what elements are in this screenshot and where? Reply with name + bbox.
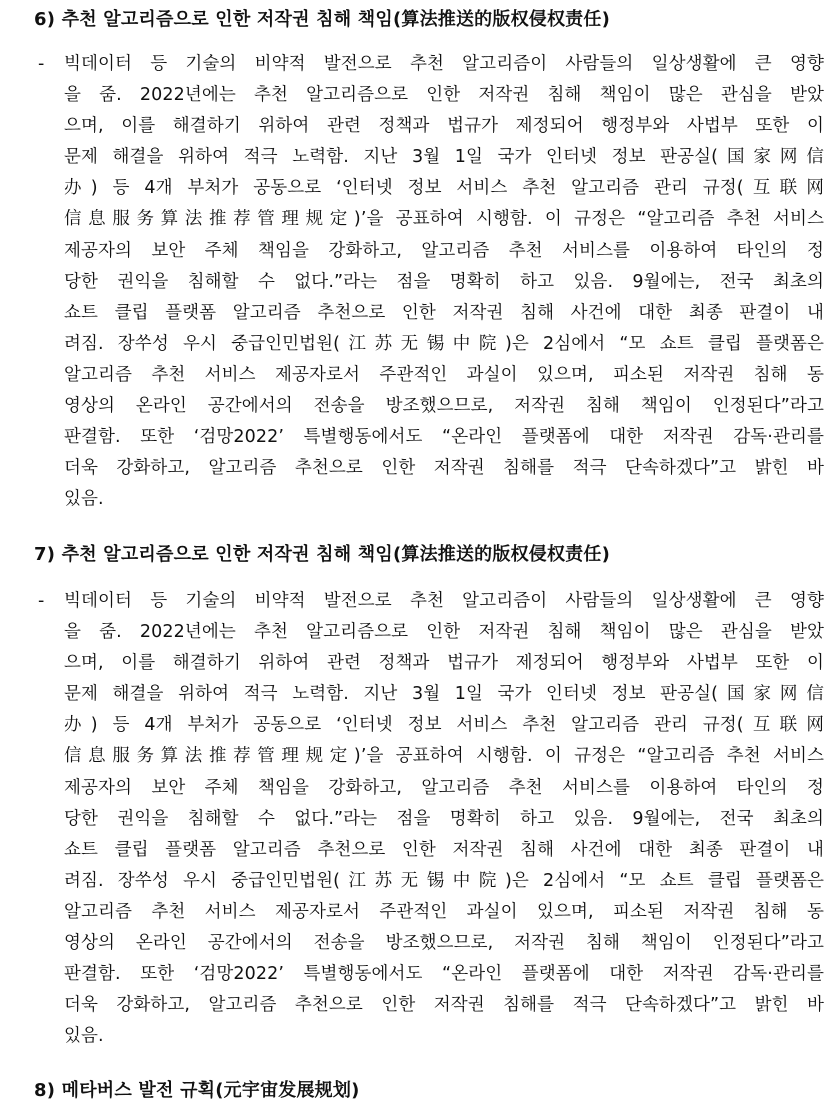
section-7-line-2: 을 줌. 2022년에는 추천 알고리즘으로 인한 저작권 침해 책임이 많은 관심을 받았	[64, 622, 824, 643]
section-6-line-8: 당한 권익을 침해할 수 없다.”라는 점을 명확히 하고 있음. 9월에는, 전국 최초의	[64, 271, 824, 292]
section-6-line-3: 으며, 이를 해결하기 위하여 관련 정책과 법규가 제정되어 행정부와 사법부 또한 이	[64, 116, 824, 137]
section-7-line-11: 알고리즘 추천 서비스 제공자로서 주관적인 과실이 있으며, 피소된 저작권 침해 동	[64, 901, 824, 922]
section-7-line-14: 더욱 강화하고, 알고리즘 추천으로 인한 저작권 침해를 적극 단속하겠다”고 밝힌 바	[64, 995, 824, 1016]
section-6-line-1: - 빅데이터 등 기술의 비약적 발전으로 추천 알고리즘이 사람들의 일상생활에 큰 영향	[38, 49, 824, 80]
section-8-heading: 8) 메타버스 발전 규획(元宇宙发展规划)	[34, 1080, 360, 1101]
section-6-body	[38, 49, 824, 515]
section-7-line-4: 문제 해결을 위하여 적극 노력함. 지난 3월 1일 국가 인터넷 정보 판공실(国家网信	[64, 684, 824, 705]
section-7-line-13: 판결함. 또한 ‘검망2022’ 특별행동에서도 “온라인 플랫폼에 대한 저작권 감독·관리를	[64, 964, 824, 985]
section-7-line-15: 있음.	[64, 1026, 104, 1047]
section-7-line-6: 信息服务算法推荐管理规定)’을 공표하여 시행함. 이 규정은 “알고리즘 추천 서비스	[64, 746, 824, 767]
section-6-line-7: 제공자의 보안 주체 책임을 강화하고, 알고리즘 추천 서비스를 이용하여 타인의 정	[64, 240, 824, 261]
section-6-line-5: 办) 등 4개 부처가 공동으로 ‘인터넷 정보 서비스 추천 알고리즘 관리 규정(互联网	[64, 178, 824, 199]
section-6-line-14: 더욱 강화하고, 알고리즘 추천으로 인한 저작권 침해를 적극 단속하겠다”고 밝힌 바	[64, 458, 824, 479]
section-7-line-7: 제공자의 보안 주체 책임을 강화하고, 알고리즘 추천 서비스를 이용하여 타인의 정	[64, 777, 824, 798]
section-7-line-3: 으며, 이를 해결하기 위하여 관련 정책과 법규가 제정되어 행정부와 사법부 또한 이	[64, 653, 824, 674]
section-6-line-13: 판결함. 또한 ‘검망2022’ 특별행동에서도 “온라인 플랫폼에 대한 저작권 감독·관리를	[64, 427, 824, 448]
section-7-line-9: 쇼트 클립 플랫폼 알고리즘 추천으로 인한 저작권 침해 사건에 대한 최종 판결이 내	[64, 839, 824, 860]
bullet-dash: -	[38, 54, 45, 74]
section-6-line-2: 을 줌. 2022년에는 추천 알고리즘으로 인한 저작권 침해 책임이 많은 관심을 받았	[64, 85, 824, 106]
section-7-line-12: 영상의 온라인 공간에서의 전송을 방조했으므로, 저작권 침해 책임이 인정된다”라고	[64, 933, 824, 954]
section-6-line-9: 쇼트 클립 플랫폼 알고리즘 추천으로 인한 저작권 침해 사건에 대한 최종 판결이 내	[64, 302, 824, 323]
section-7-line-8: 당한 권익을 침해할 수 없다.”라는 점을 명확히 하고 있음. 9월에는, 전국 최초의	[64, 808, 824, 829]
section-6-line-12: 영상의 온라인 공간에서의 전송을 방조했으므로, 저작권 침해 책임이 인정된다”라고	[64, 396, 824, 417]
section-7-heading: 7) 추천 알고리즘으로 인한 저작권 침해 책임(算法推送的版权侵权责任)	[34, 544, 610, 565]
section-6-line-6: 信息服务算法推荐管理规定)’을 공표하여 시행함. 이 규정은 “알고리즘 추천 서비스	[64, 209, 824, 230]
section-6-line-4: 문제 해결을 위하여 적극 노력함. 지난 3월 1일 국가 인터넷 정보 판공실(国家网信	[64, 147, 824, 168]
section-7-line-5: 办) 등 4개 부처가 공동으로 ‘인터넷 정보 서비스 추천 알고리즘 관리 규정(互联网	[64, 715, 824, 736]
section-6-line-11: 알고리즘 추천 서비스 제공자로서 주관적인 과실이 있으며, 피소된 저작권 침해 동	[64, 364, 824, 385]
section-7-line-1: - 빅데이터 등 기술의 비약적 발전으로 추천 알고리즘이 사람들의 일상생활에 큰 영향	[38, 586, 824, 617]
section-7-body	[38, 586, 824, 1052]
section-7-line-10: 려짐. 장쑤성 우시 중급인민법원(江苏无锡中院)은 2심에서 “모 쇼트 클립 플랫폼은	[64, 870, 824, 891]
section-6-line-10: 려짐. 장쑤성 우시 중급인민법원(江苏无锡中院)은 2심에서 “모 쇼트 클립 플랫폼은	[64, 333, 824, 354]
bullet-dash: -	[38, 591, 45, 611]
section-6-heading: 6) 추천 알고리즘으로 인한 저작권 침해 책임(算法推送的版权侵权责任)	[34, 9, 610, 30]
section-6-line-15: 있음.	[64, 489, 104, 510]
